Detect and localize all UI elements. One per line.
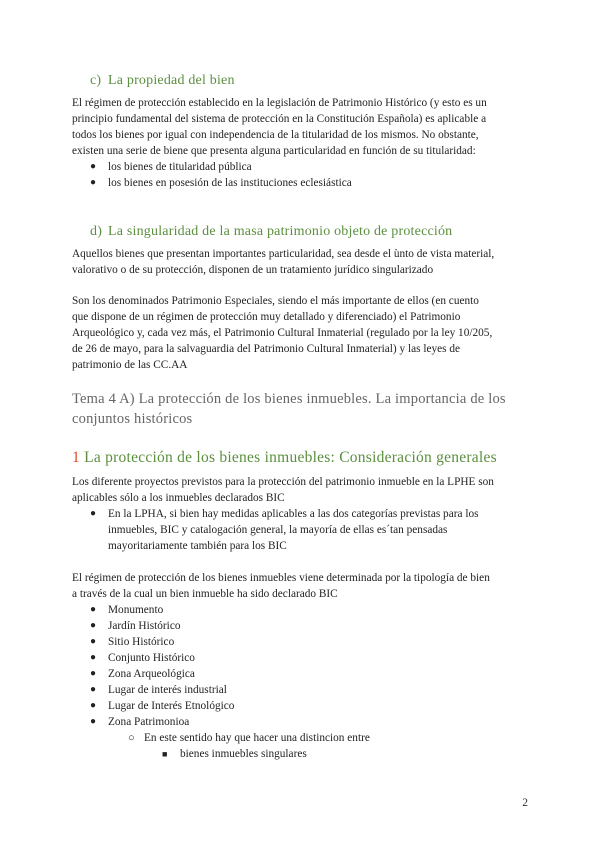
section-1-bullet-line-2: inmuebles, BIC y catalogación general, la mayoría de ellas es´tan pensadas [108, 524, 448, 536]
bic-type-item: Jardín Histórico [108, 620, 181, 632]
section-c-marker: c) [90, 73, 102, 88]
section-d-p2-line-5: patrimonio de las CC.AA [72, 359, 188, 371]
section-d-title: La singularidad de la masa patrimonio objeto de protección [108, 224, 453, 239]
bic-type-item: Zona Patrimonioa [108, 716, 190, 728]
section-d-p2-line-2: que dispone de un régimen de protección muy detallado y diferenciado) el Patrimonio [72, 311, 461, 323]
bullet-icon: ● [90, 604, 97, 615]
section-c-item-1: los bienes de titularidad pública [108, 161, 252, 173]
bullet-icon: ● [90, 652, 97, 663]
bullet-icon: ● [90, 620, 97, 631]
bullet-icon: ● [90, 636, 97, 647]
section-d-p2-line-4: de 26 de mayo, para la salvaguardia del Patrimonio Cultural Inmaterial) y las leyes de [72, 343, 461, 355]
section-1-p2-line-1: El régimen de protección de los bienes inmuebles viene determinada por la tipología de bien [72, 572, 490, 584]
bullet-icon: ● [90, 684, 97, 695]
bic-type-item: Zona Arqueológica [108, 668, 195, 680]
bullet-icon: ● [90, 716, 97, 727]
section-d-p1-line-2: valorativo o de su protección, disponen de un tratamiento jurídico singularizado [72, 264, 434, 276]
section-1-heading [72, 449, 497, 467]
bic-type-item: Lugar de Interés Etnológico [108, 700, 235, 712]
sub-item: En este sentido hay que hacer una distincion entre [144, 732, 370, 744]
bullet-icon: ● [90, 508, 97, 519]
bullet-icon: ● [90, 668, 97, 679]
section-1-p1-line-2: aplicables sólo a los inmuebles declarados BIC [72, 492, 285, 504]
tema-title-line-1: Tema 4 A) La protección de los bienes inmuebles. La importancia de los [72, 391, 506, 407]
section-c-item-2: los bienes en posesión de las instituciones eclesiástica [108, 177, 352, 189]
bic-type-item: Monumento [108, 604, 164, 616]
section-c-line-2: principio fundamental del sistema de protección en la Constitución Española) es aplicable a [72, 113, 487, 125]
section-1-bullet-line-3: mayoritariamente también para los BIC [108, 540, 287, 552]
section-1-p2-line-2: a través de la cual un bien inmueble ha sido declarado BIC [72, 588, 338, 600]
section-1-bullet-line-1: En la LPHA, si bien hay medidas aplicables a las dos categorías previstas para los [108, 508, 479, 520]
square-bullet-icon: ■ [162, 749, 168, 759]
bullet-icon: ● [90, 177, 97, 188]
section-d-marker: d) [90, 224, 103, 239]
bic-type-item: Conjunto Histórico [108, 652, 195, 664]
section-d-heading [90, 224, 452, 240]
section-1-p1-line-1: Los diferente proyectos previstos para la protección del patrimonio inmueble en la LPHE son [72, 476, 494, 488]
section-c-heading [90, 73, 235, 89]
bullet-icon: ● [90, 161, 97, 172]
section-1-title: La protección de los bienes inmuebles: Consideración generales [84, 449, 497, 466]
section-c-line-1: El régimen de protección establecido en la legislación de Patrimonio Histórico (y esto es un [72, 97, 487, 109]
bic-type-item: Lugar de interés industrial [108, 684, 227, 696]
bic-type-item: Sitio Histórico [108, 636, 175, 648]
section-d-p2-line-1: Son los denominados Patrimonio Especiales, siendo el más importante de ellos (en cuento [72, 295, 479, 307]
page-number: 2 [522, 797, 528, 809]
bullet-icon: ● [90, 700, 97, 711]
section-c-title: La propiedad del bien [108, 73, 235, 88]
section-c-line-3: todos los bienes por igual con independencia de la titularidad de los mismos. No obstante, [72, 129, 479, 141]
circle-bullet-icon: ○ [128, 732, 135, 744]
section-d-p2-line-3: Arqueológico y, cada vez más, el Patrimonio Cultural Inmaterial (regulado por la ley 10/205, [72, 327, 493, 339]
section-1-number: 1 [72, 449, 80, 466]
tema-title-line-2: conjuntos históricos [72, 411, 193, 427]
sub-sub-item: bienes inmuebles singulares [180, 748, 307, 760]
section-c-line-4: existen una serie de biene que presenta alguna particularidad en función de su titularidad: [72, 145, 476, 157]
section-d-p1-line-1: Aquellos bienes que presentan importantes particularidad, sea desde el ùnto de vista material, [72, 248, 495, 260]
